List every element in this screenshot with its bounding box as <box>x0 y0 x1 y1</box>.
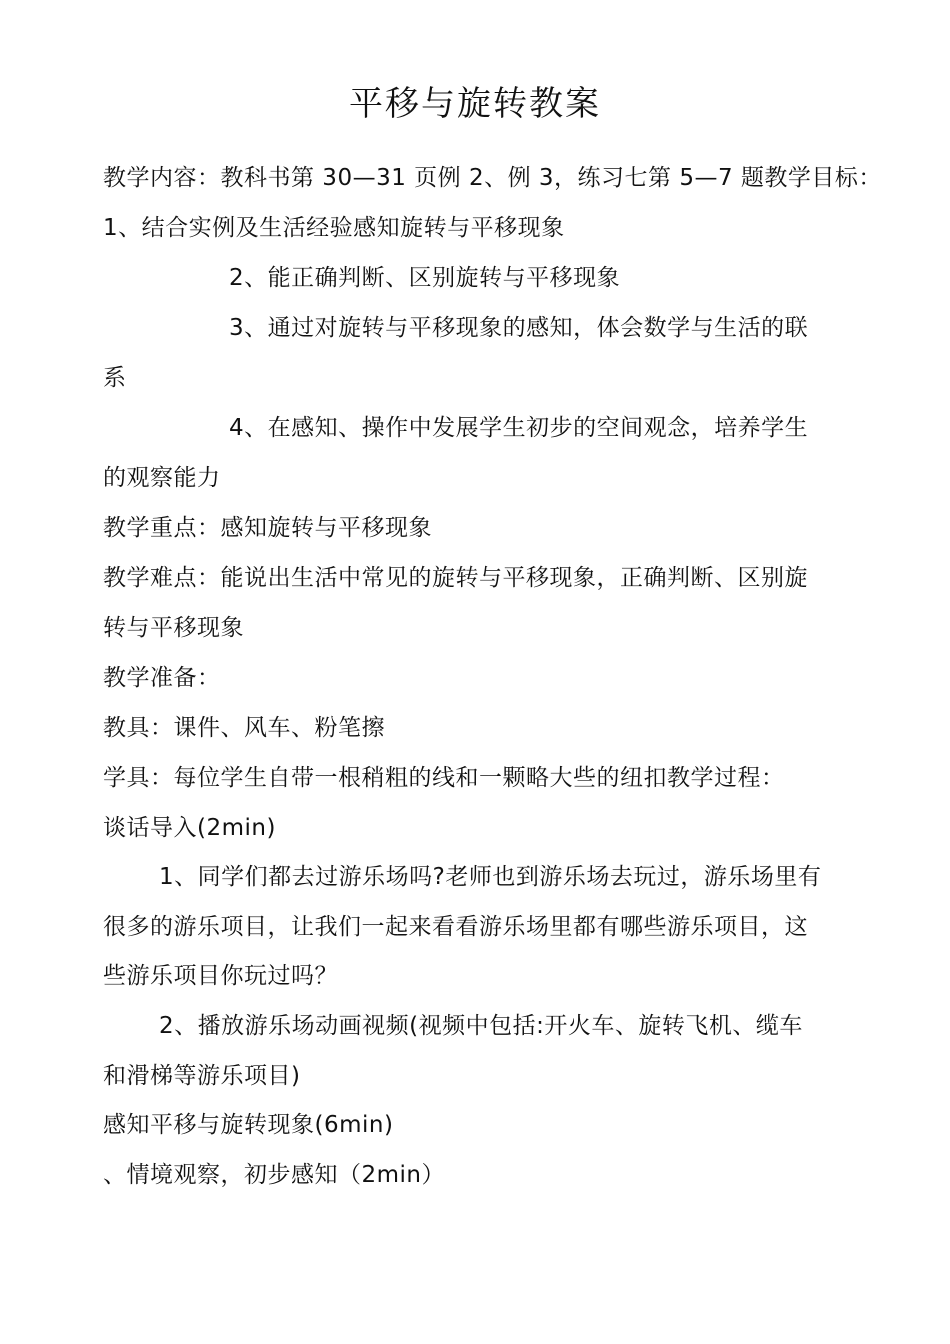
observation-subheading: 、情境观察，初步感知（2min） <box>103 1162 446 1188</box>
student-materials-line: 学具：每位学生自带一根稍粗的线和一颗略大些的纽扣教学过程： <box>103 765 785 791</box>
key-point-line: 教学重点：感知旋转与平移现象 <box>103 515 432 541</box>
intro-step-1-end: 些游乐项目你玩过吗？ <box>103 963 338 989</box>
objective-3-continuation: 系 <box>103 365 127 391</box>
objective-1-line: 1、结合实例及生活经验感知旋转与平移现象 <box>103 215 565 241</box>
preparation-heading: 教学准备： <box>103 665 221 691</box>
objective-4-line: 4、在感知、操作中发展学生初步的空间观念，培养学生 <box>229 415 809 441</box>
teaching-content-line: 教学内容：教科书第 30—31 页例 2、例 3，练习七第 5—7 题教学目标： <box>103 165 882 191</box>
teaching-aids-line: 教具：课件、风车、粉笔擦 <box>103 715 385 741</box>
intro-step-1-continuation: 很多的游乐项目，让我们一起来看看游乐场里都有哪些游乐项目，这 <box>103 914 808 940</box>
intro-step-1-line: 1、同学们都去过游乐场吗?老师也到游乐场去玩过，游乐场里有 <box>159 864 822 890</box>
difficulty-line: 教学难点：能说出生活中常见的旋转与平移现象，正确判断、区别旋 <box>103 565 808 591</box>
objective-2-line: 2、能正确判断、区别旋转与平移现象 <box>229 265 621 291</box>
intro-step-2-continuation: 和滑梯等游乐项目) <box>103 1063 301 1089</box>
objective-4-continuation: 的观察能力 <box>103 465 221 491</box>
intro-step-2-line: 2、播放游乐场动画视频(视频中包括:开火车、旋转飞机、缆车 <box>159 1013 803 1039</box>
objective-3-line: 3、通过对旋转与平移现象的感知，体会数学与生活的联 <box>229 315 809 341</box>
difficulty-continuation: 转与平移现象 <box>103 615 244 641</box>
document-title: 平移与旋转教案 <box>349 84 601 124</box>
intro-section-heading: 谈话导入(2min) <box>103 815 276 841</box>
perception-section-heading: 感知平移与旋转现象(6min) <box>103 1112 394 1138</box>
